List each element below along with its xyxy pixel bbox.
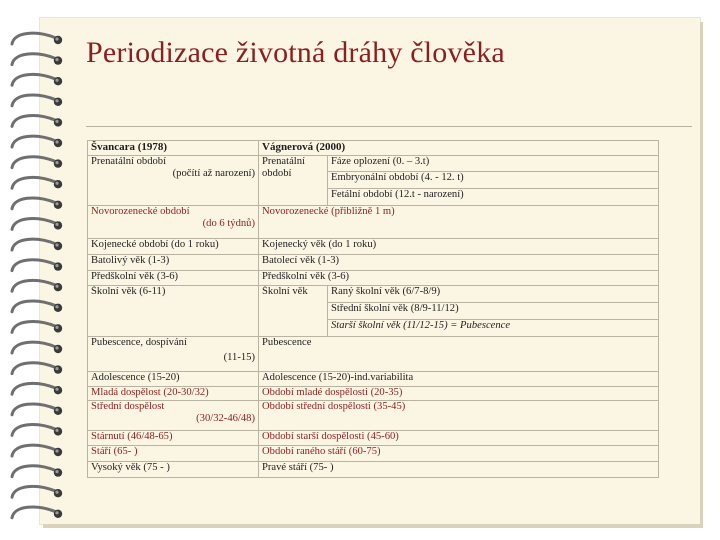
cell-skol-sub-3: Starší školní věk (11/12-15) = Pubescence [328,319,659,336]
cell-batol-vagnerova: Batolecí věk (1-3) [259,255,659,271]
spiral-ring-icon [12,116,62,127]
spiral-ring-icon [12,363,62,374]
spiral-ring-icon [12,486,62,497]
header-svancara: Švancara (1978) [88,141,259,156]
table-row [88,401,659,430]
cell-prenatal-sub-2: Embryonální období (4. - 12. t) [328,172,659,189]
spiral-ring-icon [12,198,62,209]
cell-vysoky-svancara: Vysoký věk (75 - ) [88,462,259,478]
cell-pub-vagnerova: Pubescence [259,336,659,372]
cell-skol-sub-2: Střední školní věk (8/9-11/12) [328,303,659,320]
cell-novo-vagnerova: Novorozenecké (přibližně 1 m) [259,205,659,238]
cell-prenatal-svancara: Prenatální období (počítí až narození) [88,155,259,205]
cell-prenatal-sub-3: Fetální období (12.t - narození) [328,189,659,206]
cell-starnuti-vagnerova: Období starší dospělosti (45-60) [259,430,659,446]
cell-kojen-svancara: Kojenecké období (do 1 roku) [88,239,259,255]
cell-novo-svancara: Novorozenecké období (do 6 týdnů) [88,205,259,238]
cell-vysoky-vagnerova: Pravé stáří (75- ) [259,462,659,478]
table-row [88,386,659,401]
cell-predsk-svancara: Předškolní věk (3-6) [88,270,259,286]
table-row [88,462,659,478]
cell-stari-svancara: Stáří (65- ) [88,446,259,462]
spiral-ring-icon [12,260,62,271]
table-row [88,155,659,172]
cell-skol-vagnerova: Školní věk [259,286,328,336]
cell-prenatal-sub-1: Fáze oplození (0. – 3.t) [328,155,659,172]
table-row [88,205,659,238]
spiral-ring-icon [12,507,62,518]
spiral-ring-icon [12,219,62,230]
cell-starnuti-svancara: Stárnutí (46/48-65) [88,430,259,446]
cell-mlada-svancara: Mladá dospělost (20-30/32) [88,386,259,401]
cell-batol-svancara: Batolivý věk (1-3) [88,255,259,271]
table-row [88,336,659,372]
spiral-ring-icon [12,445,62,456]
cell-mlada-vagnerova: Období mladé dospělosti (20-35) [259,386,659,401]
slide-title: Periodizace životná dráhy člověka [86,36,505,69]
spiral-ring-icon [12,280,62,291]
title-divider [86,126,692,127]
table-row [88,270,659,286]
cell-skol-sub-1: Raný školní věk (6/7-8/9) [328,286,659,303]
table-row [88,430,659,446]
spiral-ring-icon [12,33,62,44]
cell-prenatal-vagnerova: Prenatální období [259,155,328,205]
cell-adol-vagnerova: Adolescence (15-20)-ind.variabilita [259,372,659,387]
spiral-ring-icon [12,466,62,477]
cell-kojen-vagnerova: Kojenecký věk (do 1 roku) [259,239,659,255]
spiral-ring-icon [12,425,62,436]
cell-stredni-svancara: Střední dospělost (30/32-46/48) [88,401,259,430]
table-row [88,446,659,462]
cell-stari-vagnerova: Období raného stáří (60-75) [259,446,659,462]
spiral-ring-icon [12,404,62,415]
spiral-ring-icon [12,342,62,353]
cell-stredni-vagnerova: Období střední dospělosti (35-45) [259,401,659,430]
table-row [88,286,659,303]
spiral-ring-icon [12,239,62,250]
table-row [88,239,659,255]
spiral-ring-icon [12,54,62,65]
spiral-ring-icon [12,136,62,147]
spiral-ring-icon [12,301,62,312]
cell-skol-svancara: Školní věk (6-11) [88,286,259,336]
spiral-ring-icon [12,74,62,85]
cell-adol-svancara: Adolescence (15-20) [88,372,259,387]
table-header-row [88,141,659,156]
cell-pub-svancara: Pubescence, dospívání (11-15) [88,336,259,372]
table-row [88,372,659,387]
spiral-ring-icon [12,177,62,188]
table-row [88,255,659,271]
spiral-ring-icon [12,95,62,106]
spiral-ring-icon [12,157,62,168]
periodization-table [87,140,658,478]
spiral-ring-icon [12,383,62,394]
spiral-ring-icon [12,322,62,333]
header-vagnerova: Vágnerová (2000) [259,141,659,156]
spiral-binding-icon [0,18,80,524]
cell-predsk-vagnerova: Předškolní věk (3-6) [259,270,659,286]
